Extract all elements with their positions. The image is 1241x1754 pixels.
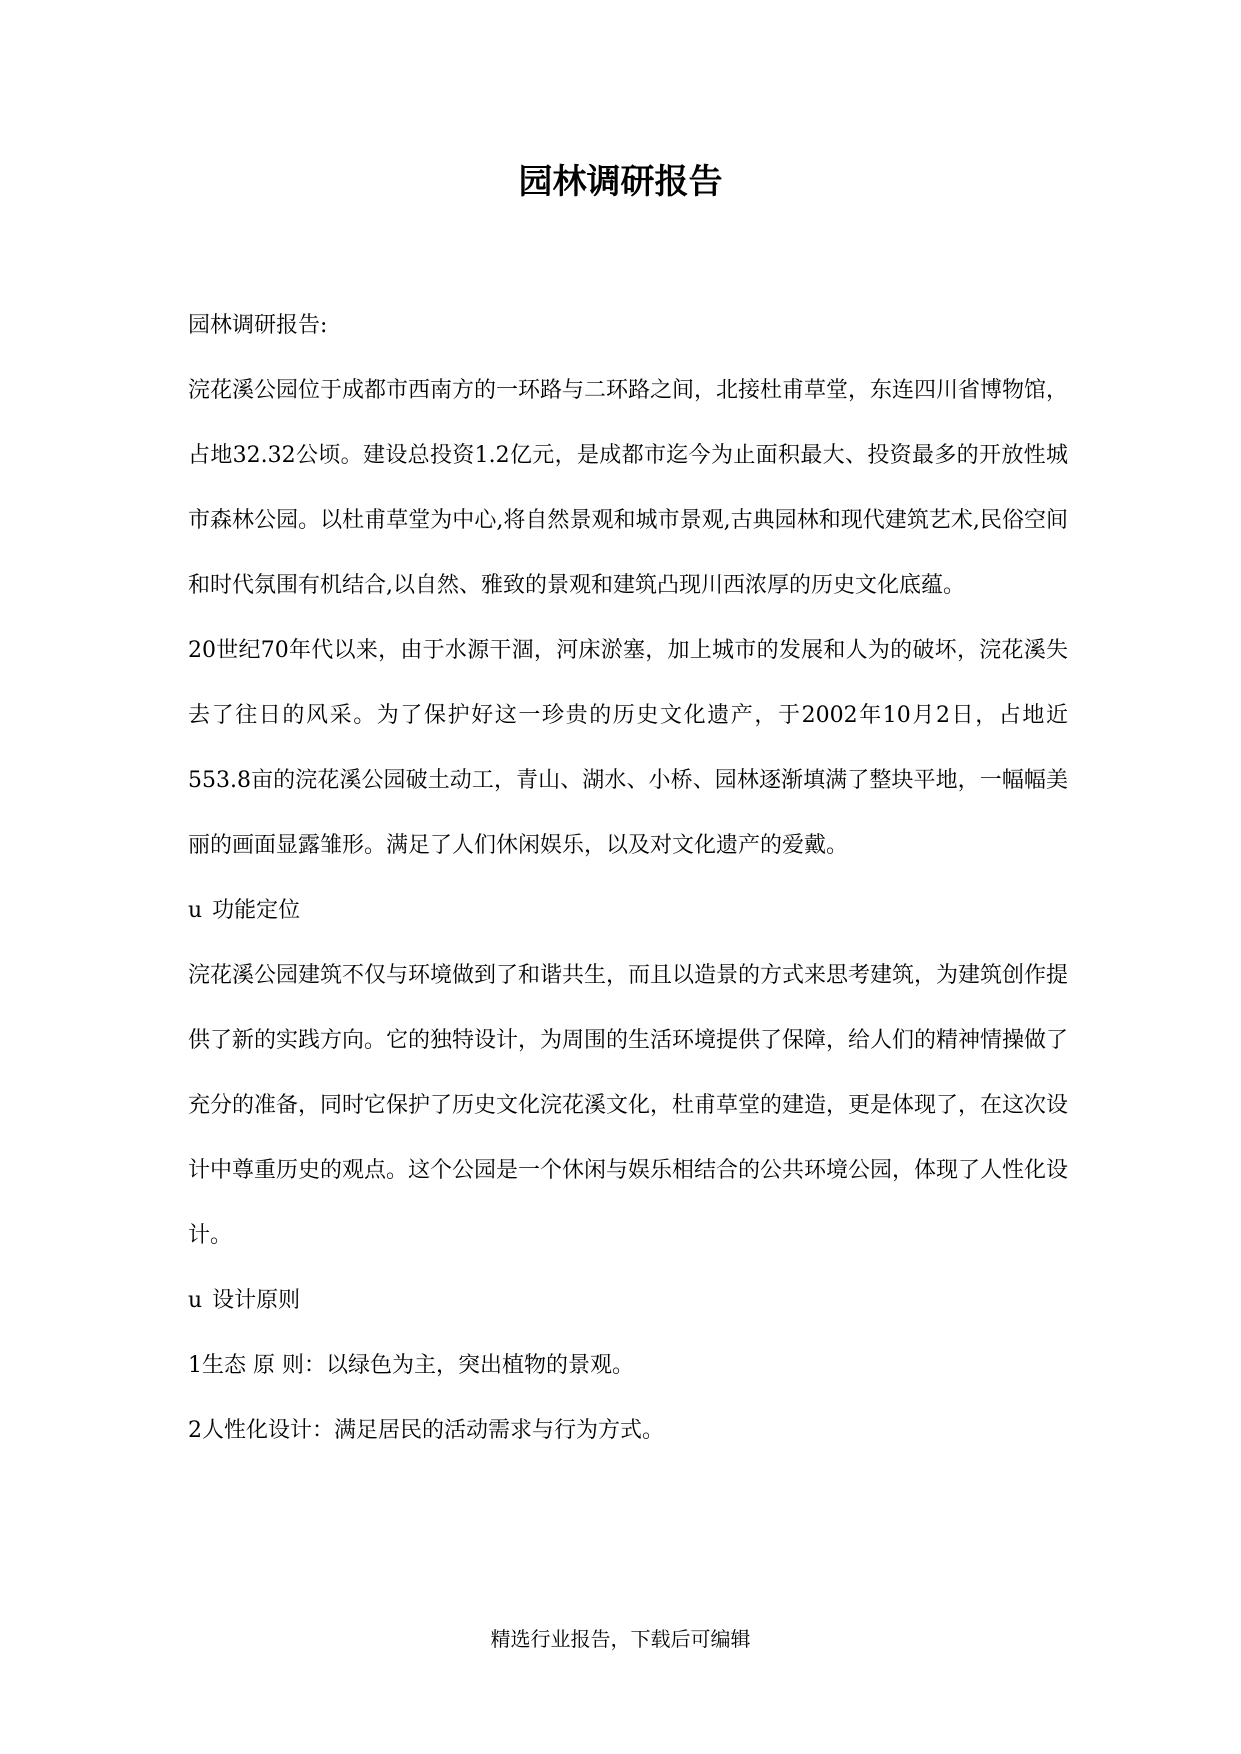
principle-item-humanized: 2人性化设计：满足居民的活动需求与行为方式。 — [188, 1418, 664, 1443]
document-body — [188, 293, 1068, 1463]
bullet-marker: u — [188, 1288, 203, 1313]
section-heading-function — [188, 878, 1068, 943]
page-footer: 精选行业报告，下载后可编辑 — [490, 1627, 751, 1651]
document-title: 园林调研报告 — [518, 162, 723, 202]
paragraph-overview: 浣花溪公园位于成都市西南方的一环路与二环路之间，北接杜甫草堂，东连四川省博物馆，占地32.32公顷。建设总投资1.2亿元，是成都市迄今为止面积最大、投资最多的开放性城市森林公园。以杜甫草堂为中心,将自然景观和城市景观,古典园林和现代建筑艺术,民俗空间和时代氛围有机结合,以自然、雅致的景观和建筑凸现川西浓厚的历史文化底蕴。 — [188, 378, 1069, 598]
paragraph-history: 20世纪70年代以来，由于水源干涸，河床淤塞，加上城市的发展和人为的破坏，浣花溪失去了往日的风采。为了保护好这一珍贵的历史文化遗产，于2002年10月2日，占地近553.8亩的浣花溪公园破土动工，青山、湖水、小桥、园林逐渐填满了整块平地，一幅幅美丽的画面显露雏形。满足了人们休闲娱乐，以及对文化遗产的爱戴。 — [188, 638, 1068, 858]
section-heading-text: 设计原则 — [212, 1288, 301, 1313]
intro-label: 园林调研报告: — [188, 313, 328, 338]
principle-item-ecology: 1生态 原 则：以绿色为主，突出植物的景观。 — [188, 1353, 634, 1378]
paragraph-function: 浣花溪公园建筑不仅与环境做到了和谐共生，而且以造景的方式来思考建筑，为建筑创作提供了新的实践方向。它的独特设计，为周围的生活环境提供了保障，给人们的精神情操做了充分的准备，同时它保护了历史文化浣花溪文化，杜甫草堂的建造，更是体现了，在这次设计中尊重历史的观点。这个公园是一个休闲与娱乐相结合的公共环境公园，体现了人性化设计。 — [188, 963, 1069, 1248]
bullet-marker: u — [188, 898, 203, 923]
section-heading-text: 功能定位 — [212, 898, 301, 923]
section-heading-principles — [188, 1268, 1068, 1333]
